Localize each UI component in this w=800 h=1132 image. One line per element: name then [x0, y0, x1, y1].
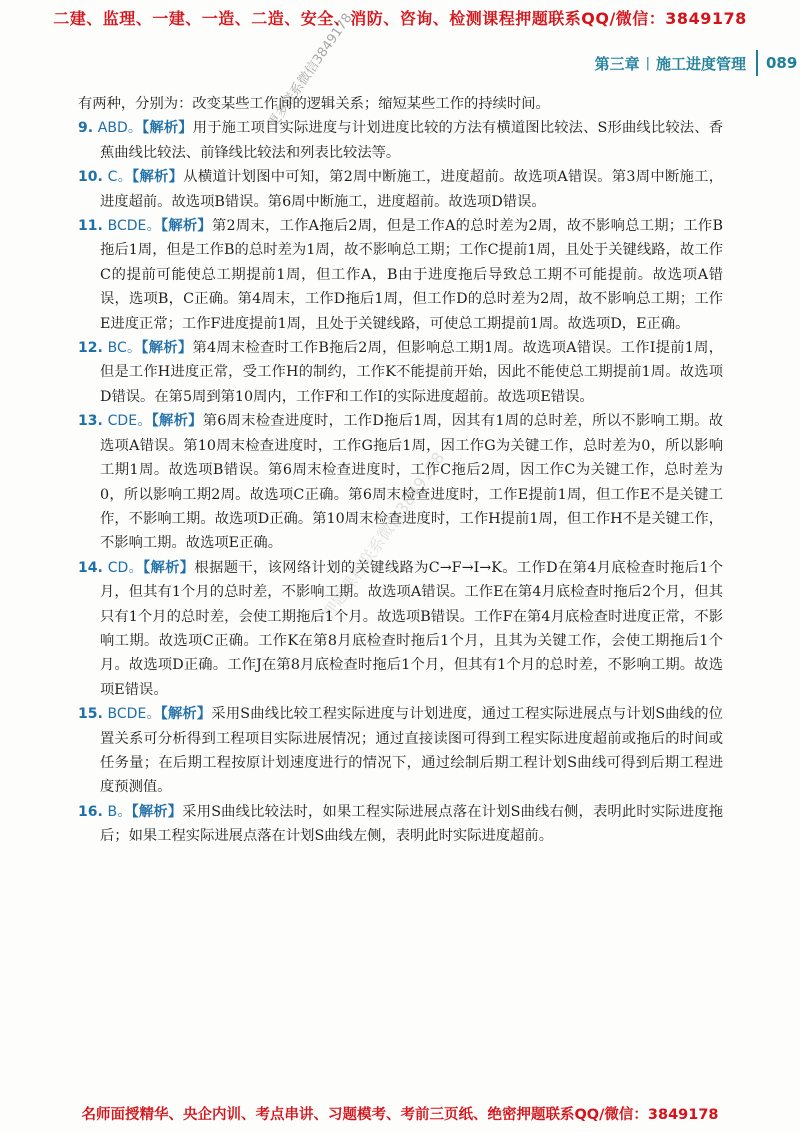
answer-item-16	[78, 800, 723, 849]
item-number: 12.	[78, 340, 103, 357]
item-number: 16.	[78, 803, 103, 820]
header-separator: |	[645, 55, 650, 71]
answer-item-15	[78, 702, 723, 800]
answer-key: BC。	[107, 340, 142, 357]
answer-key: B。	[107, 803, 132, 820]
watermark-contact: 更多联系微信3849178	[265, 10, 356, 131]
analysis-label: 【解析】	[151, 413, 203, 430]
item-number: 14.	[78, 559, 103, 576]
answer-key: CD。	[107, 559, 143, 576]
analysis-text: 采用S曲线比较工程实际进度与计划进度，通过工程实际进展点与计划S曲线的位置关系可分析得到工程项目实际进展情况；通过直接读图可得到工程实际进度超前或拖后的时间或任务量；在后期工程按原计划速度进行的情况下，通过绘制后期工程计划S曲线可得到后期工程进度预测值。	[100, 706, 723, 796]
item-number: 13.	[78, 413, 103, 430]
analysis-label: 【解析】	[131, 803, 183, 820]
answer-key: ABD。	[97, 120, 143, 137]
analysis-text: 用于施工项目实际进度与计划进度比较的方法有横道图比较法、S形曲线比较法、香蕉曲线比较法、前锋线比较法和列表比较法等。	[100, 120, 724, 161]
analysis-label: 【解析】	[160, 706, 212, 723]
answer-item-13	[78, 409, 723, 555]
answer-item-12	[78, 336, 723, 409]
analysis-text: 第2周末，工作A拖后2周，但是工作A的总时差为2周，故不影响总工期；工作B拖后1周，但是工作B的总时差为1周，故不影响总工期；工作C提前1周，且处于关键线路，故工作C的提前可能使总工期提前1周，但工作A，B由于进度拖后导致总工期不可能提前。故选项A错误，选项B，C正确。第4周末，工作D拖后1周，但工作D的总时差为2周，故不影响总工期；工作E进度正常；工作F进度提前1周，且处于关键线路，可使总工期提前1周。故选项D，E正确。	[100, 218, 723, 332]
item-number: 10.	[78, 169, 103, 186]
answer-item-11	[78, 214, 723, 336]
item-number: 11.	[78, 218, 103, 235]
top-promo-banner: 二建、监理、一建、一造、二造、安全、消防、咨询、检测课程押题联系QQ/微信：3849178	[53, 9, 747, 28]
answer-key: CDE。	[107, 413, 152, 430]
analysis-text: 第6周末检查进度时，工作D拖后1周，因其有1周的总时差，所以不影响工期。故选项A错误。第10周末检查进度时，工作G拖后1周，因工作G为关键工作，总时差为0，所以影响工期1周。故选项B错误。第6周末检查进度时，工作C拖后2周，因工作C为关键工作，总时差为0，所以影响工期2周。故选项C正确。第6周末检查进度时，工作E提前1周，但工作E不是关键工作，不影响工期。故选项D正确。第10周末检查进度时，工作H提前1周，但工作H不是关键工作，不影响工期。故选项E正确。	[100, 413, 724, 552]
chapter-label: 第三章	[594, 54, 640, 73]
answer-item-10	[78, 165, 723, 214]
item-number: 15.	[78, 706, 103, 723]
watermark-center: 押题课程联系微信3849178	[318, 448, 449, 623]
analysis-label: 【解析】	[160, 218, 212, 235]
bottom-promo-banner: 名师面授精华、央企内训、考点串讲、习题模考、考前三页纸、绝密押题联系QQ/微信：3849178	[81, 1107, 719, 1123]
analysis-label: 【解析】	[142, 559, 195, 576]
page-number: 089	[766, 54, 798, 72]
answer-key: C。	[107, 169, 133, 186]
analysis-label: 【解析】	[132, 169, 184, 186]
answer-item-9	[78, 116, 723, 165]
analysis-text: 根据题干，该网络计划的关键线路为C→F→I→K。工作D在第4月底检查时拖后1个月，但其有1个月的总时差，不影响工期。故选项A错误。工作E在第4月底检查时拖后2个月，但其只有1个月的总时差，会使工期拖后1个月。故选项B错误。工作F在第4月底检查时进度正常，不影响工期。故选项C正确。工作K在第8月底检查时拖后1个月，且其为关键工作，会使工期拖后1个月。故选项D正确。工作J在第8月底检查时拖后1个月，但其有1个月的总时差，不影响工期。故选项E错误。	[100, 559, 724, 698]
header-divider	[756, 50, 758, 76]
analysis-text: 从横道计划图中可知，第2周中断施工，进度超前。故选项A错误。第3周中断施工，进度超前。故选项B错误。第6周中断施工，进度超前。故选项D错误。	[100, 169, 724, 210]
answer-explanations	[78, 92, 723, 849]
answer-item-14	[78, 556, 723, 702]
item-number: 9.	[78, 120, 94, 137]
answer-key: BCDE。	[107, 218, 161, 235]
analysis-label: 【解析】	[141, 340, 193, 357]
running-head	[595, 52, 800, 74]
answer-key: BCDE。	[107, 706, 161, 723]
analysis-text: 采用S曲线比较法时，如果工程实际进展点落在计划S曲线右侧，表明此时实际进度拖后；如果工程实际进展点落在计划S曲线左侧，表明此时实际进度超前。	[100, 803, 724, 845]
intro-paragraph: 有两种，分别为：改变某些工作间的逻辑关系；缩短某些工作的持续时间。	[78, 96, 550, 112]
analysis-text: 第4周末检查时工作B拖后2周，但影响总工期1周。故选项A错误。工作I提前1周，但是工作H进度正常，受工作H的制约，工作K不能提前开始，因此不能使总工期提前1周。故选项D错误。在第5周到第10周内，工作F和工作I的实际进度超前。故选项E错误。	[100, 340, 723, 405]
chapter-title: 施工进度管理	[655, 54, 746, 73]
analysis-label: 【解析】	[142, 120, 193, 137]
